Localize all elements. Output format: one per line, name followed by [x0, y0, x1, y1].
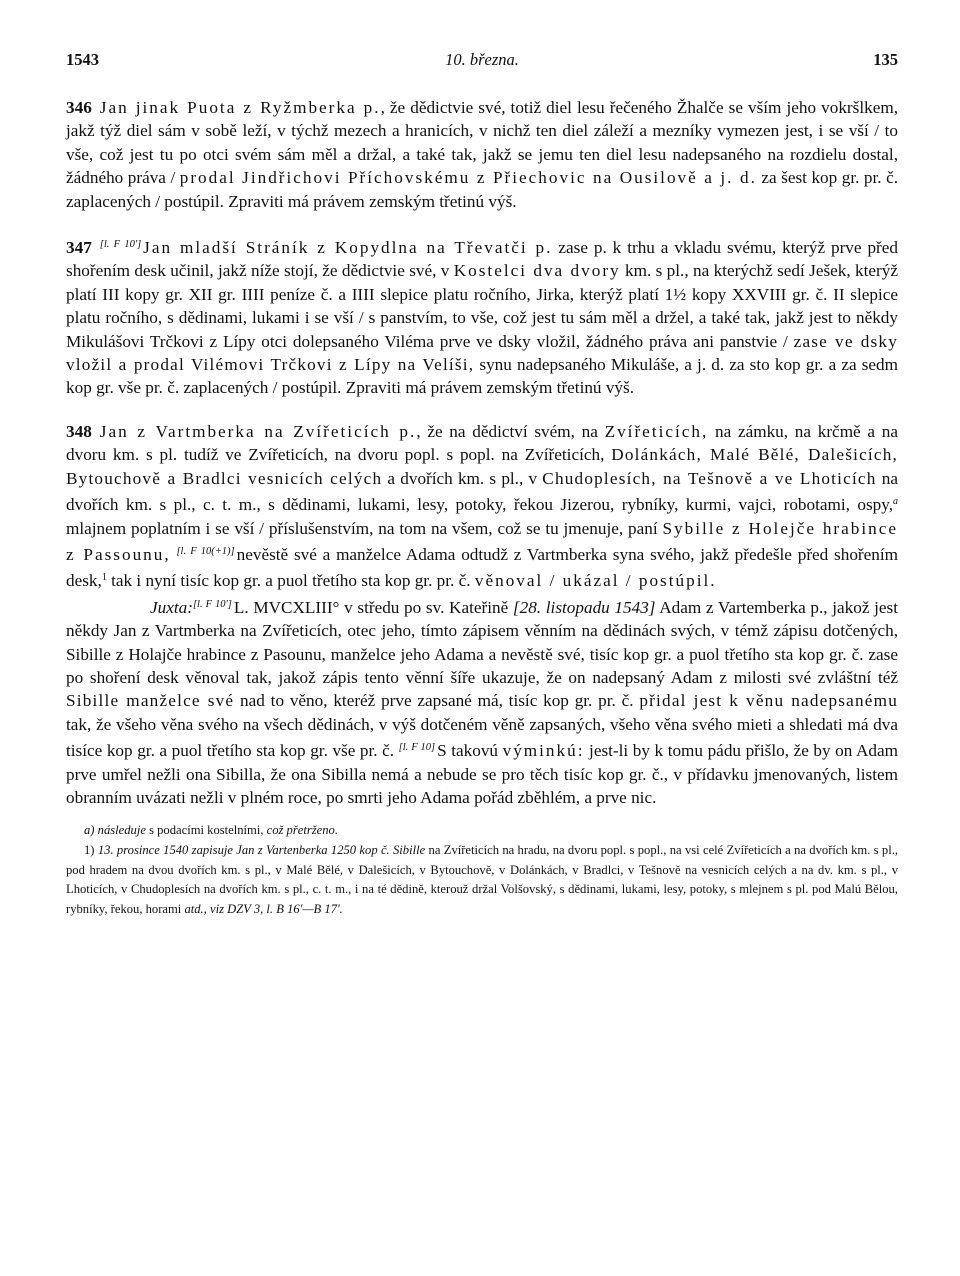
entry-text: na zámku, na krčmě a na dvoru km. s pl. tudíž ve Zvířeticích, na dvoru popl. s popl. na Zvířeticích,	[66, 421, 898, 465]
entry-action: zase ve dsky vložil a prodal Vilémovi Trčkovi z Lípy na Velíši,	[66, 331, 898, 375]
date-note: [28. listopadu 1543]	[512, 597, 656, 617]
footnote-label: a)	[84, 823, 95, 838]
running-header	[66, 50, 898, 76]
entry-person: Jan mladší Stráník z Kopydlna na Třevatči p.	[143, 238, 553, 258]
entry-person: Jan jinak Puota z Ryžmberka p.	[99, 98, 381, 117]
entry-places: Chudoplesích, na Tešnově a ve Lhoticích	[542, 468, 877, 488]
juxta-label: Juxta:	[150, 597, 193, 617]
entry-text: km. s pl., na kterýchž sedí Ješek, kterýž platí III kopy gr. XII gr. IIII peníze č. a IIII slepice platu ročního, Jirka, kterýž platí 1½ kopy XXVIII gr. č. II slepice platu ročního, s dědinami, lukami i se vší / s panstvím, to vše, což jest tu sám měl a držel, a také tak, jakž jest to někdy Mikulášovi Trčkovi z Lípy otci dolepsaného Viléma prve ve dsky vložil, žádného práva ani panstvie /	[66, 261, 898, 351]
entry-text: zase p. k trhu a vkladu svému, kterýž prve před shořením desk učinil, jakž níže stojí, že dědictvie své, v	[66, 238, 898, 281]
document-page	[66, 50, 898, 919]
entry-text: jest-li by k tomu pádu přišlo, že by on Adam prve umřel nežli ona Sibilla, že ona Sibilla nemá a nebude se pro těch tisíc kop gr. č., v přídavku jmenovaných, listem obranním uvázati nežli v plném roce, po smrti jeho Adama pořád zběhlém, a prve nic.	[66, 741, 898, 807]
footnote-marker-1: 1	[101, 572, 107, 584]
entry-text: Adam z Vartemberka p., jakož jest někdy Jan z Vartmberka na Zvířeticích, otec jeho, tímto zápisem věnním na dědinách svých, v témž zápisu dotčených, Sibille z Holajče hrabince z Pasounu, manželce jeho Adama a nevěstě své, tisíc kop gr. a puol třetího sta kop gr. č. zase po shoření desk věnoval tak, jakož zápis tento věnní šíře ukazuje, že on nadepsaný Adam z milosti své zvláštní též	[66, 597, 899, 687]
footnote-text: na Zvířeticích na hradu, na dvoru popl. s popl., na vsi celé Zvířeticích a na dvořích km. s pl., pod hradem na dvou dvořích km. s pl., v Malé Bělé, v Dalešicích, v Bytouchově, v Dolánkách, v Bradlci, v Tešnově na vesnicích celých a na dv. km. s pl., v Lhoticích, v Chudoplesích na dvořích km. s pl., c. t. m., i na té dědině, kterouž držal Volšovský, s dědinami, lukami, lesy, potoky, s mlejnem s pl. pod Malú Bělou, rybníky, řekou, horami	[66, 842, 898, 916]
entry-text: na dvořích km. s pl., c. t. m., s dědinami, lukami, lesy, potoky, řekou Jizerou, rybníky, kurmi, vajci, robotami, ospy,	[66, 468, 898, 515]
entry-text: nad to věno, kteréž prve zapsané má, tisíc kop gr. pr. č.	[234, 691, 640, 711]
entry-text: , že dědictvie své, totiž diel lesu řečeného Žhalče se vším jeho vokršlkem, jakž týž diel sám v sobě leží, v týchž mezech a hranicích, v nichž ten diel záleží a mezníky vymezen jest, i se vší / to vše, což jest tu po otci svém sám měl a držal, a také tak, jakž se jemu ten diel lesu nadepsaného na rozdielu dostal, žádného práva /	[66, 98, 898, 188]
entry-villages: Dolánkách, Malé Bělé, Dalešicích, Bytouchově a Bradlci vesnicích celých	[66, 445, 898, 488]
entry-347	[66, 233, 898, 400]
entry-text: tak i nyní tisíc kop gr. a puol třetího sta kop gr. pr. č.	[106, 571, 475, 591]
footnote-1	[66, 841, 898, 919]
footnote-text: atd., viz DZV 3, l. B 16'—B 17'.	[184, 901, 343, 916]
folio-reference: [l. F 10']	[192, 598, 232, 610]
entry-date: L. MVCXLIII° v středu po sv. Kateřině	[233, 597, 509, 617]
folio-reference: [l. F 10(+1)]	[176, 545, 235, 557]
folio-reference: [l. F 10]	[398, 742, 436, 754]
entry-text: S takovú	[437, 741, 503, 761]
entry-text: , že na dědictví svém, na	[416, 421, 605, 441]
entry-348-juxta	[66, 593, 898, 810]
footnote-marker-a: a	[893, 496, 898, 508]
header-date: 10. března.	[445, 50, 519, 69]
page-number: 135	[873, 50, 898, 69]
folio-reference: [l. F 10']	[99, 239, 142, 251]
entry-number: 348	[66, 421, 92, 441]
footnote-text: což přetrženo.	[266, 823, 338, 838]
entry-text: nevěstě své a manželce Adama odtudž z Vartmberka syna svého, jakž předešle před shořením desk,	[66, 544, 899, 591]
footnotes	[66, 821, 898, 919]
entry-number: 346	[66, 98, 92, 117]
entry-wife: Sybille z Holejče hrabince z Passounu,	[66, 518, 898, 564]
footnote-text: následuje	[97, 823, 146, 838]
footnote-a	[66, 821, 898, 841]
entry-wife: Sibille manželce své	[66, 691, 235, 711]
entry-346	[66, 96, 898, 213]
entry-condition: výminkú:	[502, 741, 585, 761]
entry-place: Zvířeticích,	[604, 421, 709, 441]
footnote-label: 1)	[84, 842, 95, 857]
entry-place: Kostelci dva dvory	[453, 261, 621, 281]
entry-text: mlajnem poplatním i se vší / příslušenstvím, na tom na všem, což se tu jmenuje, paní	[66, 518, 663, 538]
entry-text: synu nadepsaného Mikuláše, a j. d. za sto kop gr. a za sedm kop gr. vše pr. č. zaplacených / postúpil. Zpraviti má právem zemským třetinú výš.	[66, 355, 898, 398]
entry-text: a dvořích km. s pl., v	[382, 468, 543, 488]
header-year: 1543	[66, 50, 99, 69]
entry-348	[66, 420, 898, 593]
entry-person: Jan z Vartmberka na Zvířeticích p.	[99, 421, 417, 441]
footnote-text: s podacími kostelními,	[145, 823, 267, 838]
entry-action: prodal Jindřichovi Příchovskému z Přiechovic na Ousilově a j. d.	[179, 168, 757, 188]
entry-action: věnoval / ukázal / postúpil.	[474, 571, 717, 591]
entry-number: 347	[66, 238, 92, 258]
entry-action: přidal jest k věnu nadepsanému	[639, 691, 898, 711]
entry-text: za šest kop gr. pr. č. zaplacených / postúpil. Zpraviti má právem zemským třetinú výš.	[66, 168, 899, 211]
entry-text: tak, že všeho věna svého na všech dědinách, v výš dotčeném věně zapsaných, všeho věna svého mieti a shledati má dva tisíce kop gr. a puol třetího sta kop gr. vše pr. č.	[66, 714, 898, 761]
footnote-text: 13. prosince 1540 zapisuje Jan z Vartenberka 1250 kop č. Sibille	[97, 842, 426, 857]
